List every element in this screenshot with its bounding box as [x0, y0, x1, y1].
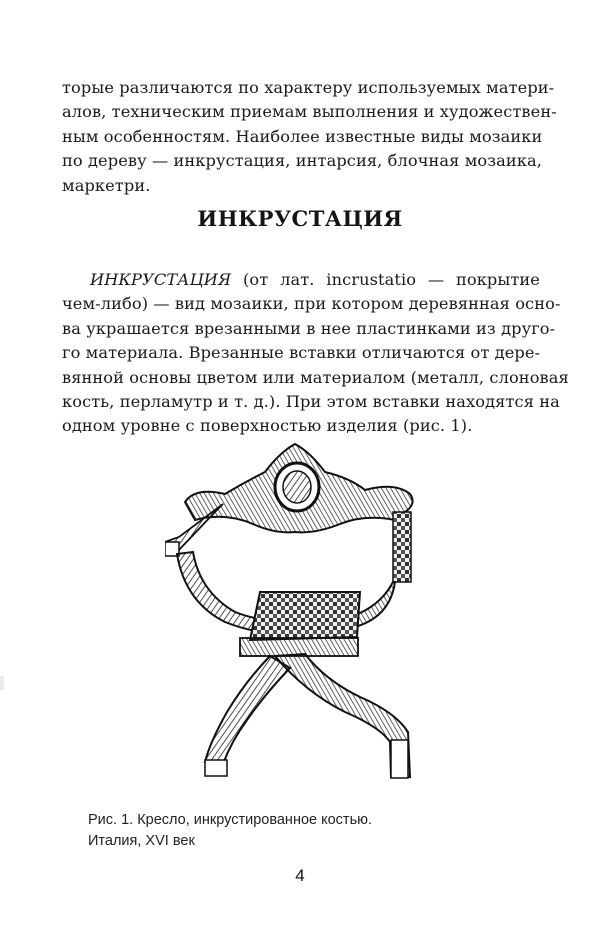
text-line: по дереву — инкрустация, интарсия, блочная мозаика, — [62, 151, 543, 171]
intro-paragraph — [62, 76, 557, 198]
text-fragment: (от лат. incrustatio — покрытие — [231, 270, 540, 289]
page-number: 4 — [295, 866, 305, 885]
definition-paragraph — [62, 268, 569, 439]
text-line: одном уровне с поверхностью изделия (рис. 1). — [62, 416, 473, 436]
defined-term: ИНКРУСТАЦИЯ — [90, 270, 232, 289]
text-line: ным особенностям. Наиболее известные виды мозаики — [62, 126, 543, 146]
text-line: чем-либо) — вид мозаики, при котором деревянная осно- — [62, 294, 561, 314]
text-line — [62, 268, 540, 292]
text-line: кость, перламутр и т. д.). При этом вставки находятся на — [62, 392, 560, 412]
caption-line: Италия, XVI век — [88, 833, 195, 849]
chair-illustration — [165, 442, 455, 802]
text-line: го материала. Врезанные вставки отличаются от дере- — [62, 343, 541, 363]
section-heading: ИНКРУСТАЦИЯ — [197, 206, 403, 231]
text-line: алов, техническим приемам выполнения и художествен- — [62, 102, 557, 122]
figure-caption — [88, 810, 448, 852]
scan-artifact — [0, 676, 4, 690]
caption-line: Рис. 1. Кресло, инкрустированное костью. — [88, 812, 373, 828]
text-line: вянной основы цветом или материалом (металл, слоновая — [62, 367, 569, 387]
text-line: торые различаются по характеру используемых матери- — [62, 78, 555, 97]
text-line: маркетри. — [62, 175, 151, 195]
text-line: ва украшается врезанными в нее пластинками из друго- — [62, 318, 556, 338]
